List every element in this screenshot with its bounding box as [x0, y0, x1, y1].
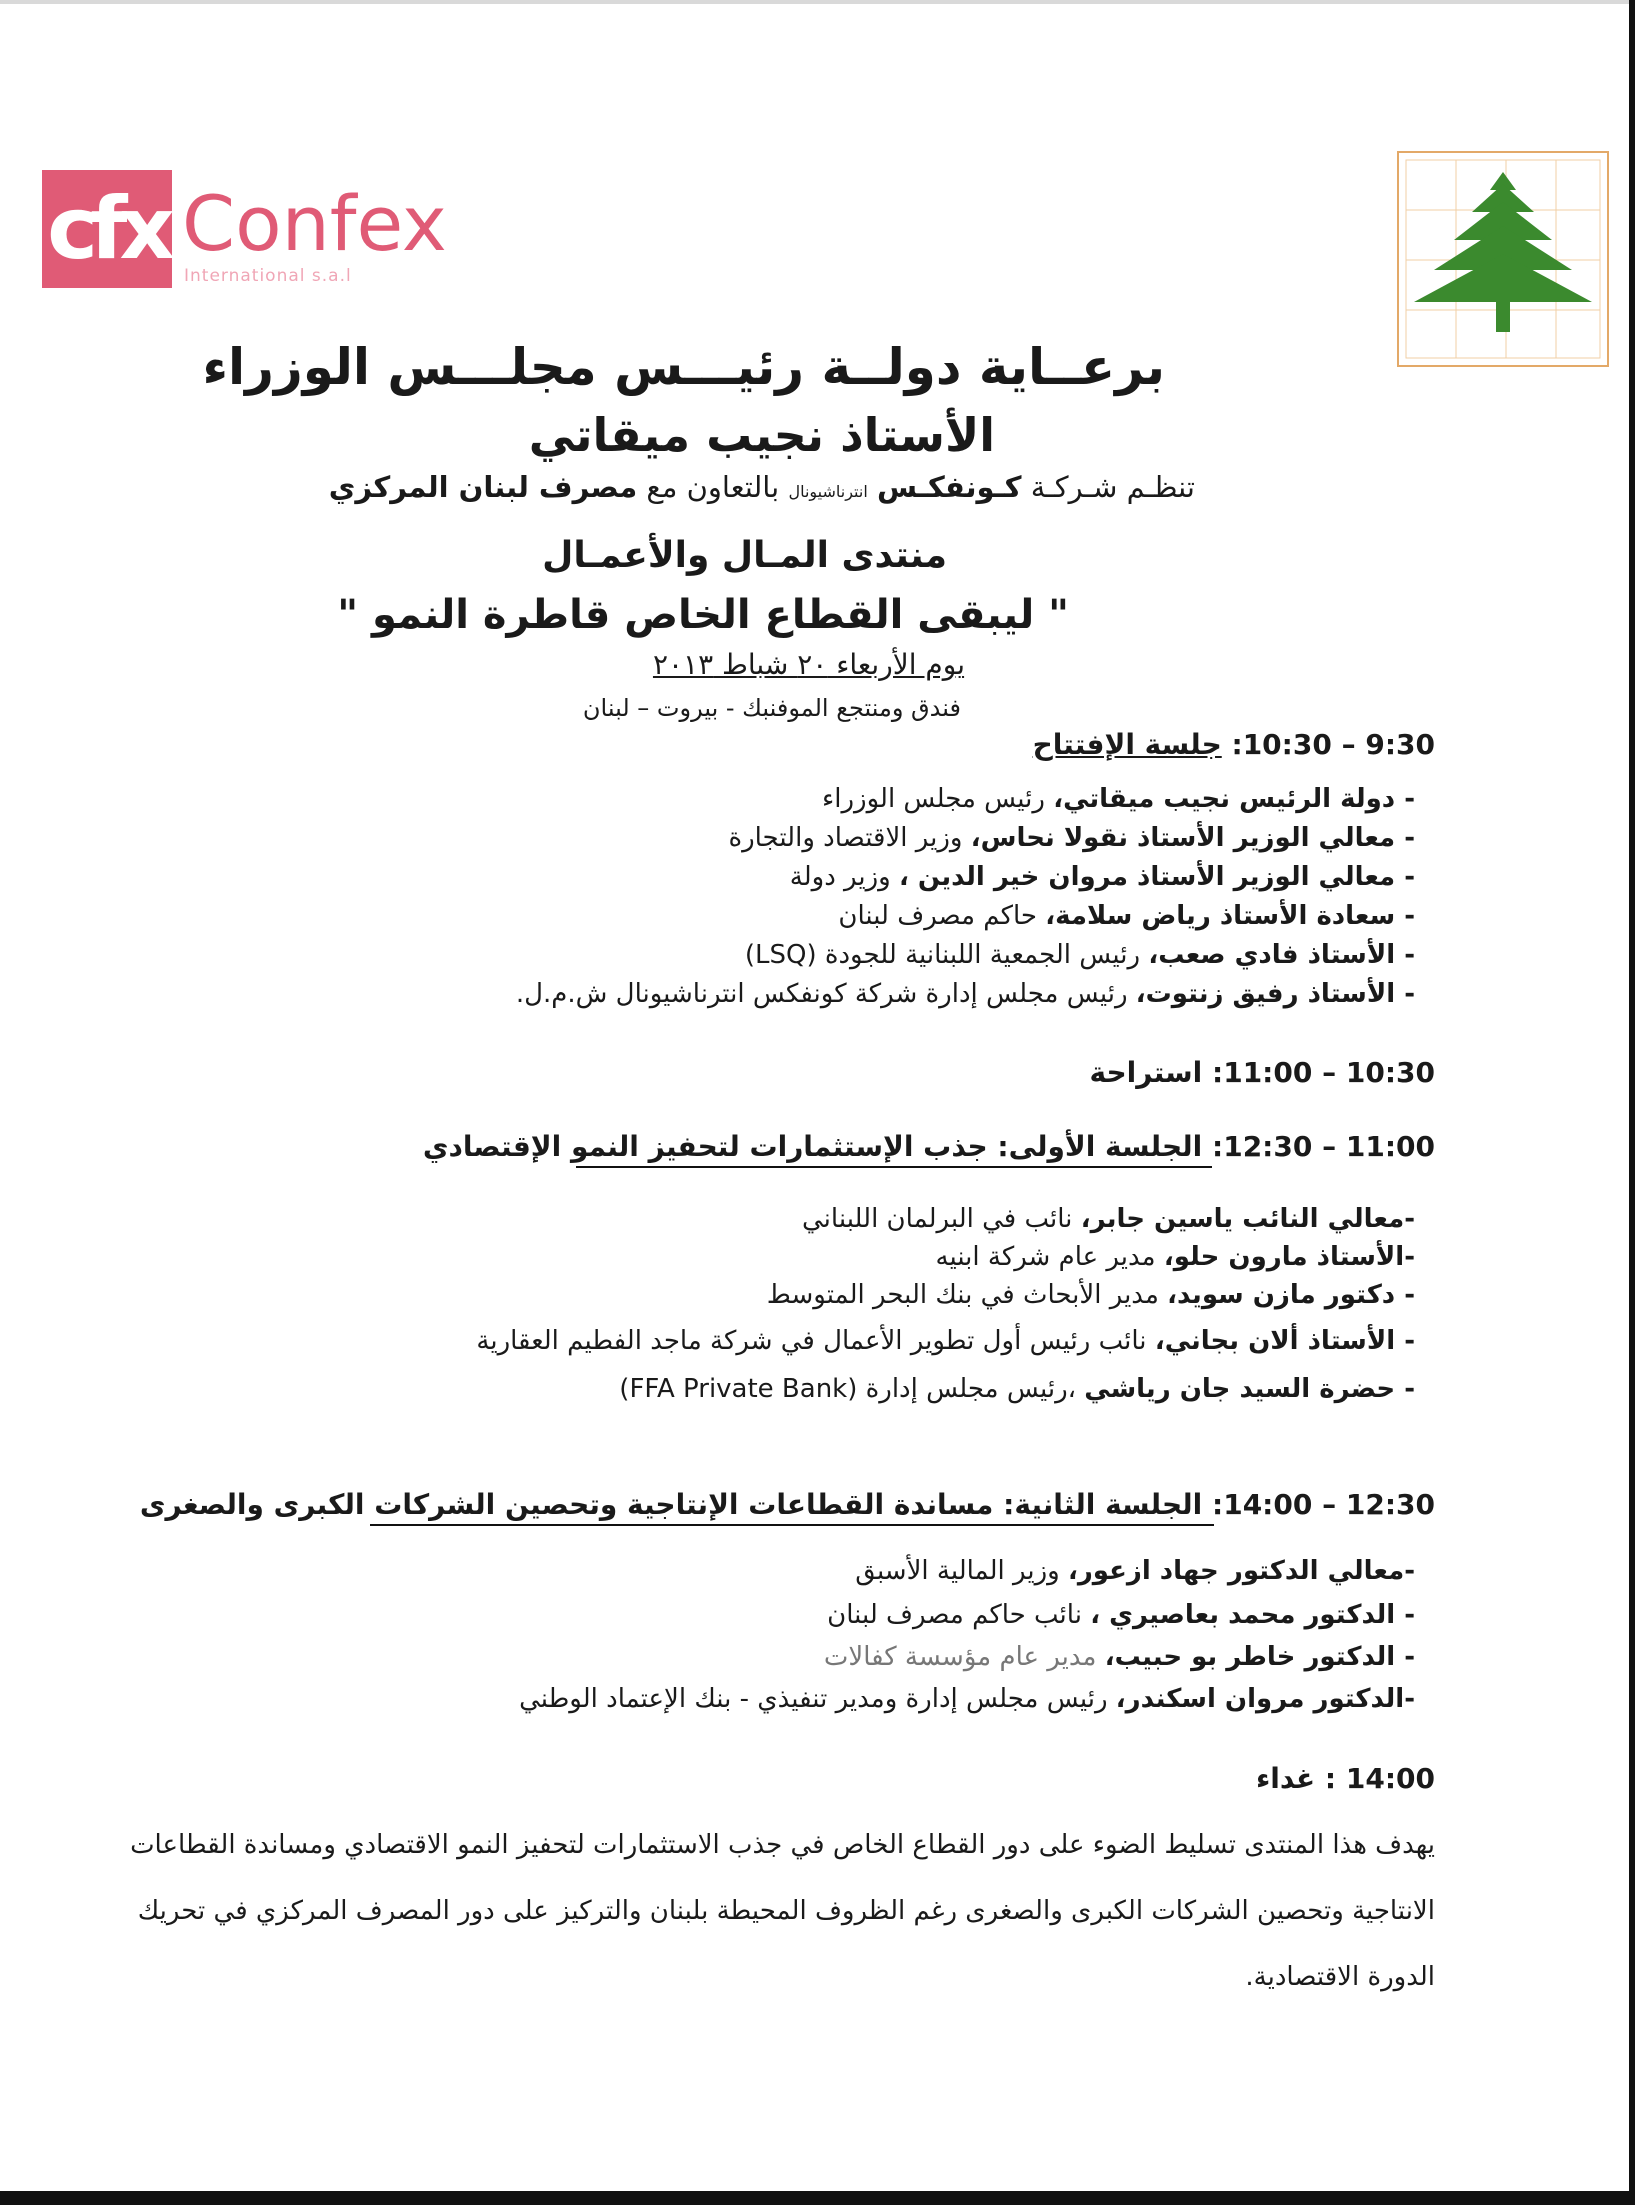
- speaker-item: - الدكتور خاطر بو حبيب، مدير عام مؤسسة كفالات: [823, 1642, 1415, 1672]
- lunch-heading: [1256, 1762, 1435, 1795]
- logo-word: Confex: [182, 179, 447, 268]
- organizer-mid: بالتعاون مع: [646, 470, 780, 504]
- speaker-item: - دولة الرئيس نجيب ميقاتي، رئيس مجلس الوزراء: [822, 784, 1415, 814]
- session-title: جلسة الإفتتاح: [1032, 728, 1222, 761]
- event-date: يوم الأربعاء ٢٠ شباط ٢٠١٣: [652, 648, 965, 681]
- organizer-intl: انترناشيونال: [788, 482, 868, 501]
- speaker-item: - الأستاذ فادي صعب، رئيس الجمعية اللبنانية للجودة (LSQ): [744, 940, 1415, 970]
- patron-name: الأستاذ نجيب ميقاتي: [528, 408, 995, 462]
- speaker-item: - حضرة السيد جان رياشي ،رئيس مجلس إدارة (FFA Private Bank): [619, 1374, 1415, 1404]
- speaker-item: -الأستاذ مارون حلو، مدير عام شركة ابنيه: [935, 1242, 1415, 1272]
- session-time: 12:30 – 14:00:: [1212, 1488, 1435, 1521]
- speaker-item: - الدكتور محمد بعاصيري ، نائب حاكم مصرف لبنان: [827, 1600, 1415, 1630]
- cedar-icon: [1396, 150, 1610, 368]
- lunch-title: غداء: [1255, 1762, 1316, 1795]
- event-venue: فندق ومنتجع الموفنبك - بيروت – لبنان: [582, 694, 961, 722]
- logo-subtitle: International s.a.l: [184, 266, 352, 286]
- session-2-heading: [140, 1488, 1435, 1521]
- session-time: 9:30 – 10:30:: [1231, 728, 1435, 761]
- session-time: 11:00 – 12:30:: [1212, 1130, 1435, 1163]
- logo-mark: cfx: [42, 170, 172, 288]
- session-title: الجلسة الأولى: جذب الإستثمارات لتحفيز النمو الإقتصادي: [422, 1130, 1203, 1163]
- scan-edge-right: [1629, 0, 1635, 2205]
- organizer-name: كـونفكـس: [877, 470, 1022, 504]
- speaker-item: -الدكتور مروان اسكندر، رئيس مجلس إدارة ومدير تنفيذي - بنك الإعتماد الوطني: [519, 1684, 1415, 1714]
- scan-edge-bottom: [0, 2191, 1635, 2205]
- speaker-item: -معالي الدكتور جهاد ازعور، وزير المالية الأسبق: [855, 1556, 1415, 1586]
- session-2-underline: [370, 1524, 1214, 1526]
- break-title: استراحة: [1089, 1056, 1203, 1089]
- forum-title: منتدى المـال والأعمـال: [542, 535, 947, 576]
- confex-logo: [42, 170, 462, 300]
- session-opening-heading: [1033, 728, 1435, 761]
- speaker-item: -معالي النائب ياسين جابر، نائب في البرلمان اللبناني: [802, 1204, 1415, 1234]
- partner-name: مصرف لبنان المركزي: [328, 470, 638, 504]
- speaker-item: - معالي الوزير الأستاذ مروان خير الدين ، وزير دولة: [789, 862, 1415, 892]
- session-title: الجلسة الثانية: مساندة القطاعات الإنتاجية وتحصين الشركات الكبرى والصغرى: [139, 1488, 1203, 1521]
- forum-summary: يهدف هذا المنتدى تسليط الضوء على دور القطاع الخاص في جذب الاستثمارات لتحفيز النمو الاقتصادي ومساندة القطاعات الانتاجية وتحصين الشركات الكبرى والصغرى رغم الظروف المحيطة بلبنان والتركيز على دور المصرف المركزي في تحريك الدورة الاقتصادية.: [130, 1830, 1435, 1992]
- organizer-line: [329, 470, 1195, 504]
- session-1-heading: [423, 1130, 1435, 1163]
- scan-edge-top: [0, 0, 1635, 4]
- forum-slogan: " ليبقى القطاع الخاص قاطرة النمو ": [337, 592, 1069, 638]
- speaker-item: - الأستاذ رفيق زنتوت، رئيس مجلس إدارة شركة كونفكس انترناشيونال ش.م.ل.: [515, 979, 1415, 1009]
- speaker-item: - دكتور مازن سويد، مدير الأبحاث في بنك البحر المتوسط: [766, 1280, 1415, 1310]
- organizer-pre: تنظـم شـركـة: [1030, 470, 1195, 504]
- session-1-underline: [576, 1166, 1212, 1168]
- break-time: 10:30 – 11:00:: [1212, 1056, 1435, 1089]
- speaker-item: - معالي الوزير الأستاذ نقولا نحاس، وزير الاقتصاد والتجارة: [728, 823, 1415, 853]
- speaker-item: - الأستاذ ألان بجاني، نائب رئيس أول تطوير الأعمال في شركة ماجد الفطيم العقارية: [476, 1326, 1415, 1356]
- lunch-time: 14:00 :: [1324, 1762, 1435, 1795]
- speaker-item: - سعادة الأستاذ رياض سلامة، حاكم مصرف لبنان: [838, 901, 1415, 931]
- break-heading: [1090, 1056, 1435, 1089]
- patronage-line: برعــاية دولــة رئيـــس مجلـــس الوزراء: [202, 338, 1165, 396]
